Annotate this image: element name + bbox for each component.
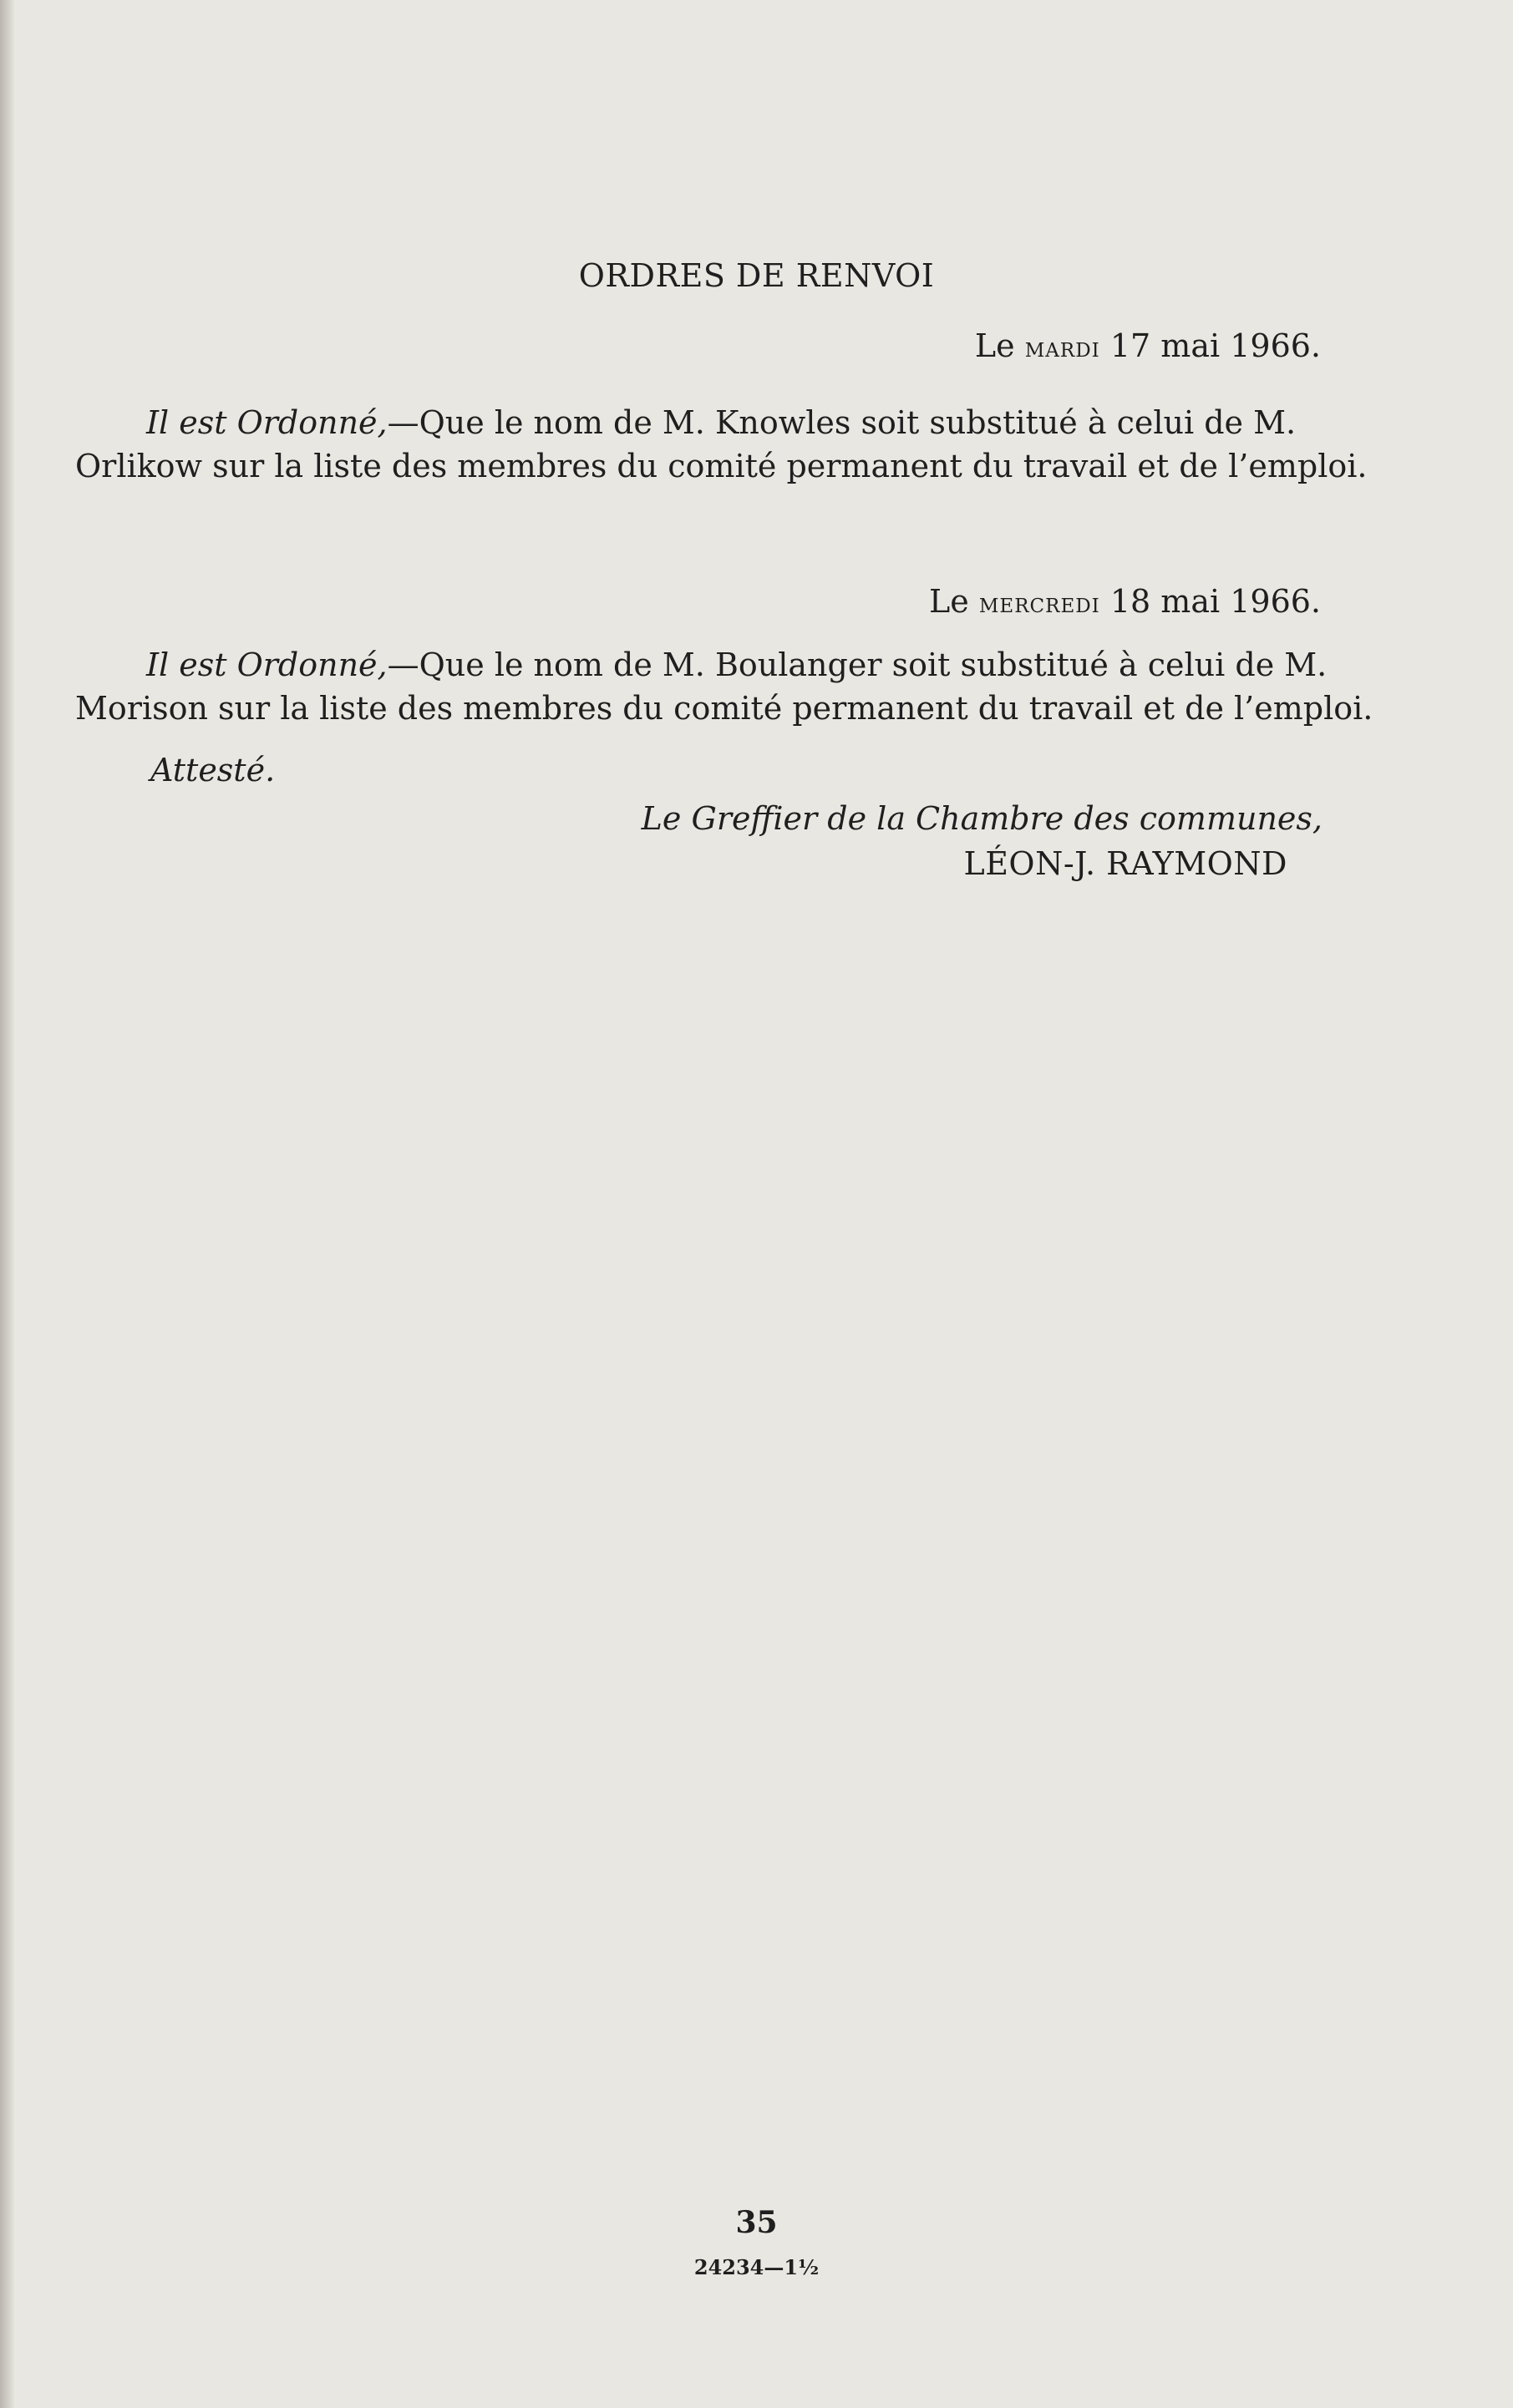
date-prefix: Le: [974, 327, 1015, 364]
order-line-1: [75, 401, 1395, 444]
order-lead: Il est Ordonné,: [146, 404, 388, 441]
date-prefix: Le: [929, 583, 969, 620]
signature-title: Le Greffier de la Chambre des communes,: [641, 800, 1323, 837]
order-line-1: [75, 643, 1395, 687]
signature-name: LÉON-J. RAYMOND: [963, 845, 1287, 882]
order-line-2: Orlikow sur la liste des membres du comité permanent du travail et de l’emploi.: [75, 448, 1368, 484]
order-date-1: [975, 327, 1321, 364]
print-reference: 24234—1½: [693, 2255, 820, 2279]
order-paragraph-1: [75, 401, 1395, 488]
page-title: ORDRES DE RENVOI: [578, 257, 935, 294]
date-day: mardi: [1024, 331, 1100, 363]
date-rest: 18 mai 1966.: [1109, 583, 1321, 620]
attest-label: Attesté.: [150, 752, 276, 788]
order-text: —Que le nom de M. Boulanger soit substitué à celui de M.: [387, 646, 1328, 683]
date-day: mercredi: [978, 586, 1100, 619]
order-lead: Il est Ordonné,: [146, 646, 388, 683]
order-date-2: [929, 583, 1321, 620]
date-rest: 17 mai 1966.: [1109, 327, 1321, 364]
order-line-2: Morison sur la liste des membres du comité permanent du travail et de l’emploi.: [75, 690, 1373, 727]
page-number: 35: [735, 2205, 778, 2240]
order-paragraph-2: [75, 643, 1395, 730]
order-text: —Que le nom de M. Knowles soit substitué à celui de M.: [387, 404, 1297, 441]
